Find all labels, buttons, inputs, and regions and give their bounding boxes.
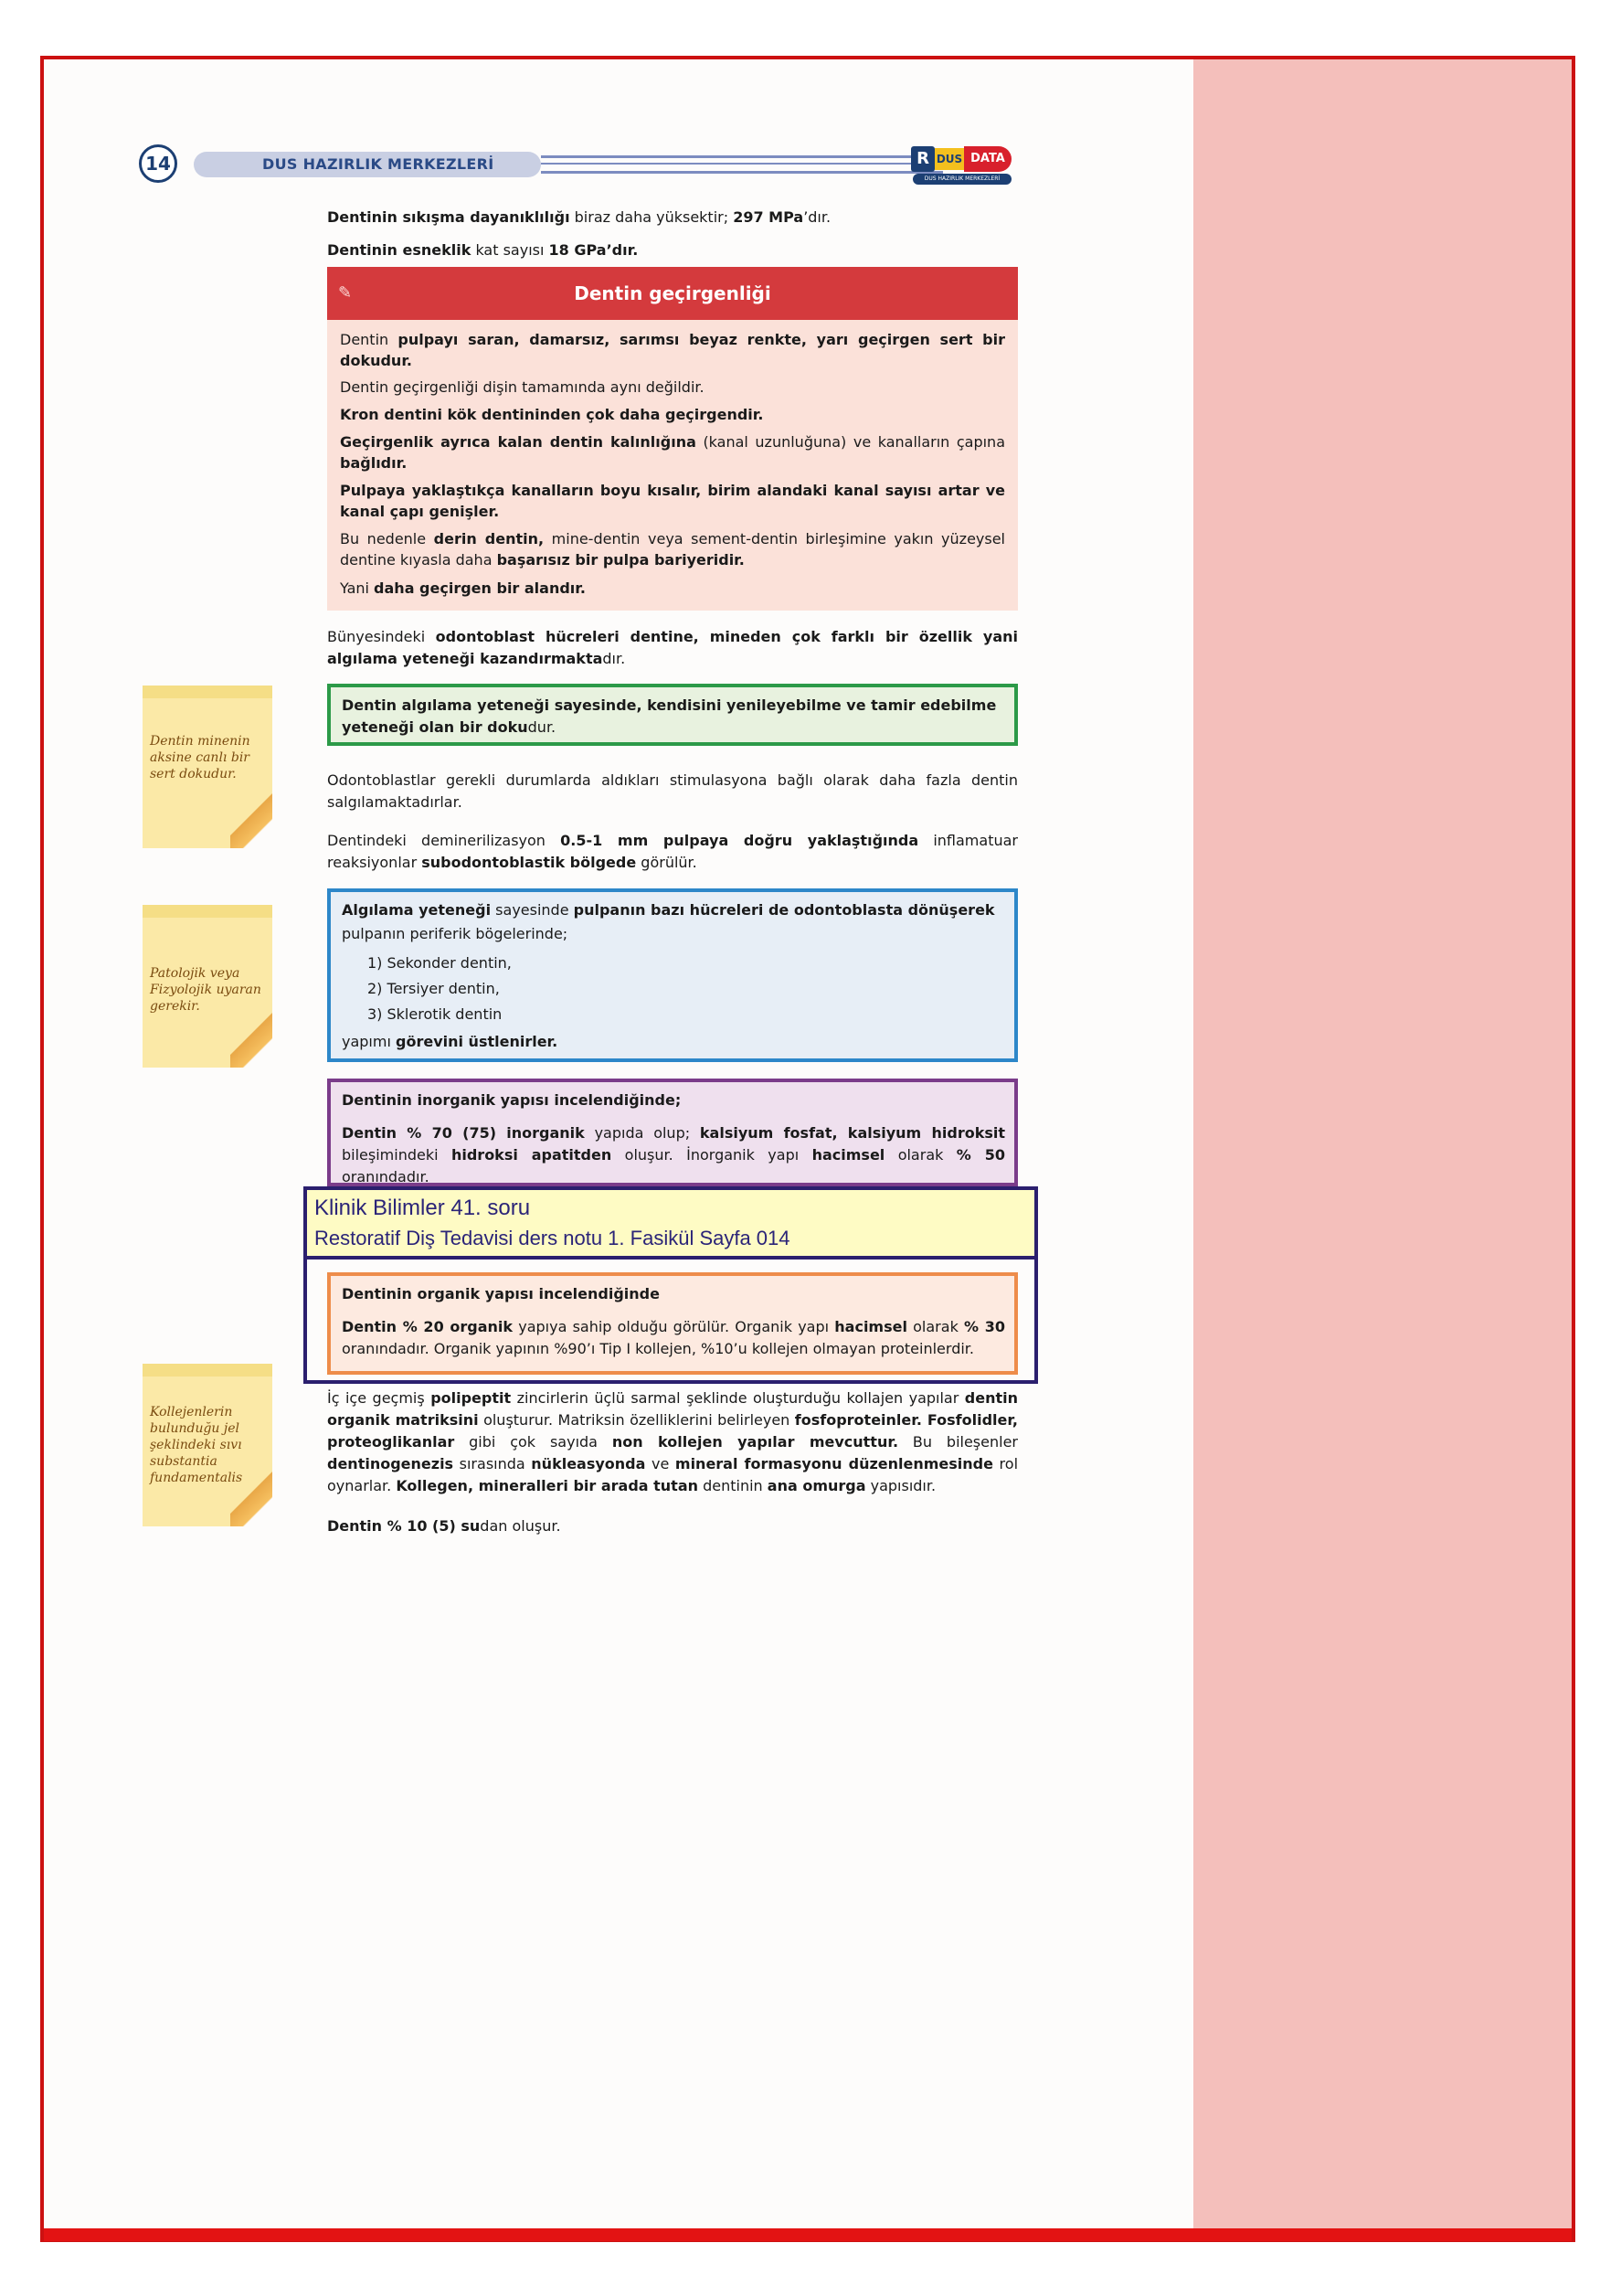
para-collagen: İç içe geçmiş polipeptit zincirlerin üçlü sarmal şeklinde oluşturduğu kollajen yapılar dentin organik matriksini oluşturur. Matriksin özelliklerini belirleyen fosfoproteinler. Fosfolidler, proteoglikanlar gibi çok sayıda non kollejen yapılar mevcuttur. Bu bileşenler dentinogenezis sırasında nükleasyonda ve mineral formasyonu düzenlenmesinde rol oynarlar. Kollegen, mineralleri bir arada tutan dentinin ana omurga yapısıdır. (327, 1389, 1019, 1494)
header-title: DUS HAZIRLIK MERKEZLERİ (262, 155, 494, 173)
note-text: Kollejenlerin bulunduğu jel şeklindeki sıvı substantia fundamentalis (150, 1405, 243, 1485)
note-text: Dentin minenin aksine canlı bir sert dokudur. (150, 734, 250, 781)
permeability-title: Dentin geçirgenliği (574, 282, 771, 304)
blue-end: yapımı görevini üstlenirler. (342, 1033, 558, 1050)
inorganic-title: Dentinin inorganik yapısı incelendiğinde; (342, 1091, 682, 1109)
blue-line-2: pulpanın periferik bögelerinde; (342, 925, 568, 942)
permeability-p2: Dentin geçirgenliği dişin tamamında aynı değildir. (340, 378, 705, 396)
para-sensing: Bünyesindeki odontoblast hücreleri dentine, mineden çok farklı bir özellik yani algılama yeteneği kazandırmaktadır. (327, 628, 1018, 667)
organic-title: Dentinin organik yapısı incelendiğinde (342, 1285, 660, 1302)
permeability-box (327, 267, 1018, 611)
sticky-note (143, 686, 272, 848)
permeability-p7: Yani daha geçirgen bir alandır. (340, 579, 586, 597)
header-lines (541, 155, 943, 174)
permeability-p4: Geçirgenlik ayrıca kalan dentin kalınlığına (kanal uzunluğuna) ve kanalların çapına bağlıdır. (340, 433, 1005, 472)
dusdata-logo (911, 143, 1013, 188)
organic-text: Dentin % 20 organik yapıya sahip olduğu görülür. Organik yapı hacimsel olarak % 30 oranındadır. Organik yapının %90’ı Tip I kollejen, %10’u kollejen olmayan proteinlerdir. (342, 1318, 1006, 1357)
note-curl (230, 790, 272, 848)
sticky-note (143, 1364, 272, 1526)
bottom-bar (44, 2228, 1572, 2241)
permeability-p6: Bu nedenle derin dentin, mine-dentin veya sement-dentin birleşimine yakın yüzeysel dentine kıyasla daha başarısız bir pulpa bariyeridir. (340, 530, 1006, 569)
sticky-note (143, 905, 272, 1068)
logo-dus: DUS (935, 148, 964, 170)
page-header (139, 143, 1016, 188)
blue-line-1: Algılama yeteneği sayesinde pulpanın bazı hücreleri de odontoblasta dönüşerek (342, 901, 995, 919)
inorganic-text: Dentin % 70 (75) inorganik yapıda olup; kalsiyum fosfat, kalsiyum hidroksit bileşimindeki hidroksi apatitden oluşur. İnorganik yapı hacimsel olarak % 50 oranındadır. (342, 1124, 1006, 1185)
para-odontoblast: Odontoblastlar gerekli durumlarda aldıkları stimulasyona bağlı olarak daha fazla dentin salgılamaktadırlar. (327, 771, 1018, 811)
note-text: Patolojik veya Fizyolojik uyaran gerekir. (150, 966, 261, 1014)
sensing-cells-box (327, 888, 1018, 1062)
permeability-p1: Dentin pulpayı saran, damarsız, sarımsı beyaz renkte, yarı geçirgen sert bir dokudur. (340, 331, 1006, 369)
intro-line-2: Dentinin esneklik kat sayısı 18 GPa’dır. (327, 241, 639, 259)
source-label (303, 1186, 1038, 1260)
intro-line-1: Dentinin sıkışma dayanıklılığı biraz daha yüksektir; 297 MPa’dır. (327, 208, 832, 226)
list-item: 1) Sekonder dentin, (367, 954, 512, 972)
side-panel (1193, 59, 1572, 2238)
sensing-box: Dentin algılama yeteneği sayesinde, kendisini yenileyebilme ve tamir edebilme yeteneği olan bir dokudur. (327, 684, 1018, 746)
logo-data: DATA (964, 146, 1012, 172)
logo-sub: DUS HAZIRLIK MERKEZLERİ (913, 174, 1012, 185)
source-line-1: Klinik Bilimler 41. soru (314, 1196, 531, 1220)
note-curl (230, 1009, 272, 1068)
para-water: Dentin % 10 (5) sudan oluşur. (327, 1517, 561, 1535)
permeability-header (327, 267, 1018, 320)
page-number: 14 (139, 144, 177, 183)
inorganic-box (327, 1079, 1018, 1186)
source-line-2: Restoratif Diş Tedavisi ders notu 1. Fasikül Sayfa 014 (314, 1227, 790, 1249)
para-demineral: Dentindeki deminerilizasyon 0.5-1 mm pulpaya doğru yaklaştığında inflamatuar reaksiyonlar subodontoblastik bölgede görülür. (327, 832, 1018, 871)
permeability-p5: Pulpaya yaklaştıkça kanalların boyu kısalır, birim alandaki kanal sayısı artar ve kanal çapı genişler. (340, 482, 1005, 520)
list-item: 3) Sklerotik dentin (367, 1005, 503, 1023)
permeability-p3: Kron dentini kök dentininden çok daha geçirgendir. (340, 406, 764, 423)
pencil-icon: ✎ (338, 283, 353, 303)
list-item: 2) Tersiyer dentin, (367, 980, 500, 997)
logo-r: R (911, 146, 935, 172)
